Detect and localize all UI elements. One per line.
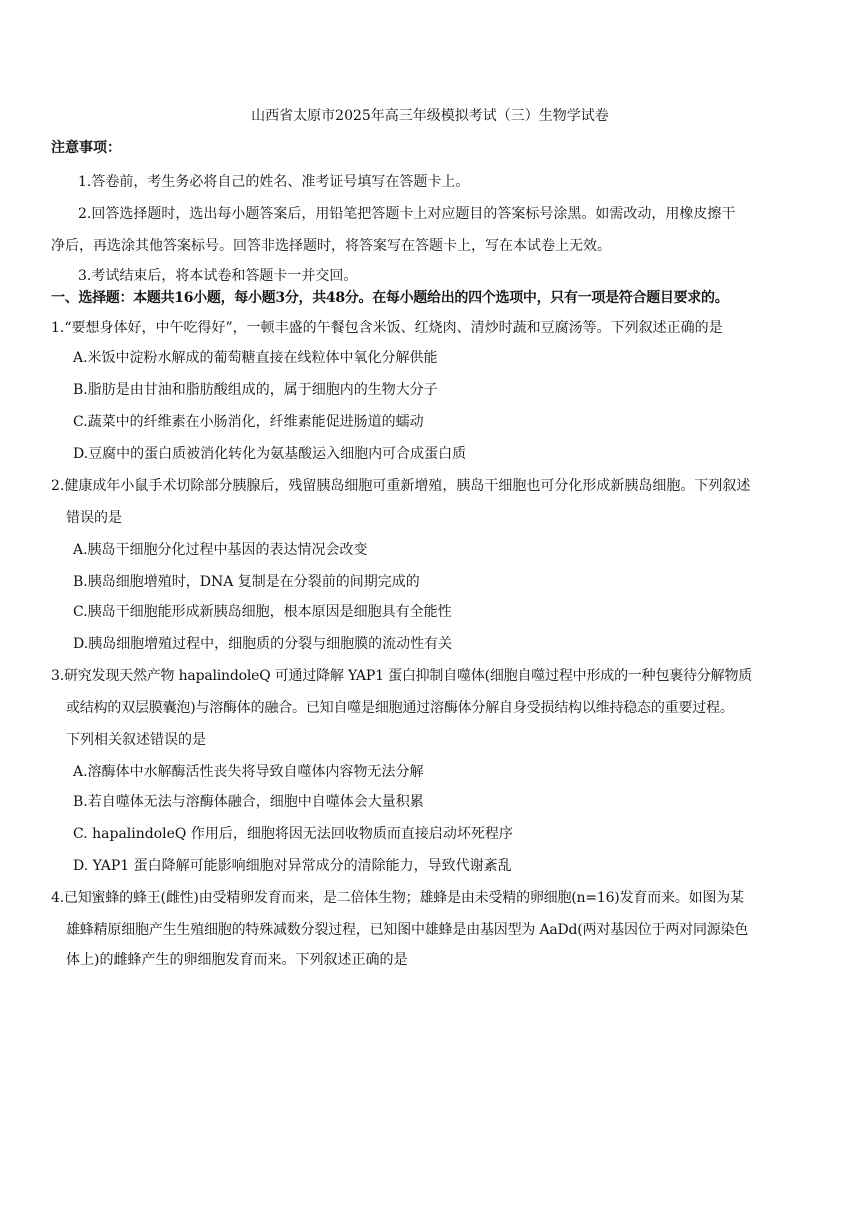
- notice-item-2: 2.回答选择题时，选出每小题答案后，用铅笔把答题卡上对应题目的答案标号涂黑。如需改动，用橡皮擦干: [78, 206, 736, 222]
- question-4-stem-cont-2: 体上)的雌蜂产生的卵细胞发育而来。下列叙述正确的是: [66, 952, 408, 968]
- question-1-option-b: B.脂肪是由甘油和脂肪酸组成的，属于细胞内的生物大分子: [73, 382, 438, 398]
- question-3-stem-cont-2: 下列相关叙述错误的是: [66, 732, 206, 748]
- page-title: 山西省太原市2025年高三年级模拟考试（三）生物学试卷: [251, 108, 609, 124]
- notice-item-3: 3.考试结束后，将本试卷和答题卡一并交回。: [78, 268, 358, 284]
- question-3-option-d: D. YAP1 蛋白降解可能影响细胞对异常成分的清除能力，导致代谢紊乱: [73, 858, 512, 874]
- question-3-stem: 3.研究发现天然产物 hapalindoleQ 可通过降解 YAP1 蛋白抑制自噬体(细胞自噬过程中形成的一种包裹待分解物质: [51, 668, 753, 684]
- question-2-stem: 2.健康成年小鼠手术切除部分胰腺后，残留胰岛细胞可重新增殖，胰岛干细胞也可分化形成新胰岛细胞。下列叙述: [51, 478, 751, 494]
- question-4-stem-cont-1: 雄蜂精原细胞产生生殖细胞的特殊减数分裂过程，已知图中雄蜂是由基因型为 AaDd(两对基因位于两对同源染色: [66, 922, 749, 938]
- question-1-option-d: D.豆腐中的蛋白质被消化转化为氨基酸运入细胞内可合成蛋白质: [73, 446, 467, 462]
- question-2-option-d: D.胰岛细胞增殖过程中，细胞质的分裂与细胞膜的流动性有关: [73, 636, 453, 652]
- question-2-option-c: C.胰岛干细胞能形成新胰岛细胞，根本原因是细胞具有全能性: [73, 604, 452, 620]
- question-1-stem: 1.“要想身体好，中午吃得好”，一顿丰盛的午餐包含米饭、红烧肉、清炒时蔬和豆腐汤等。下列叙述正确的是: [51, 320, 723, 336]
- question-1-option-a: A.米饭中淀粉水解成的葡萄糖直接在线粒体中氧化分解供能: [73, 350, 438, 366]
- section-heading: 一、选择题：本题共16小题，每小题3分，共48分。在每小题给出的四个选项中，只有一项是符合题目要求的。: [51, 290, 729, 306]
- question-2-option-a: A.胰岛干细胞分化过程中基因的表达情况会改变: [73, 542, 368, 558]
- question-3-option-b: B.若自噬体无法与溶酶体融合，细胞中自噬体会大量积累: [73, 794, 424, 810]
- question-4-stem: 4.已知蜜蜂的蜂王(雌性)由受精卵发育而来，是二倍体生物；雄蜂是由未受精的卵细胞(n=16)发育而来。如图为某: [51, 890, 744, 906]
- question-3-stem-cont-1: 或结构的双层膜囊泡)与溶酶体的融合。已知自噬是细胞通过溶酶体分解自身受损结构以维持稳态的重要过程。: [66, 700, 734, 716]
- notice-item-2-cont: 净后，再选涂其他答案标号。回答非选择题时，将答案写在答题卡上，写在本试卷上无效。: [51, 238, 611, 254]
- question-1-option-c: C.蔬菜中的纤维素在小肠消化，纤维素能促进肠道的蠕动: [73, 414, 424, 430]
- notice-heading: 注意事项：: [51, 140, 121, 156]
- notice-item-1: 1.答卷前，考生务必将自己的姓名、准考证号填写在答题卡上。: [78, 174, 470, 190]
- question-3-option-c: C. hapalindoleQ 作用后，细胞将因无法回收物质而直接启动坏死程序: [73, 826, 513, 842]
- question-3-option-a: A.溶酶体中水解酶活性丧失将导致自噬体内容物无法分解: [73, 764, 424, 780]
- question-2-stem-cont: 错误的是: [66, 510, 122, 526]
- question-2-option-b: B.胰岛细胞增殖时，DNA 复制是在分裂前的间期完成的: [73, 574, 420, 590]
